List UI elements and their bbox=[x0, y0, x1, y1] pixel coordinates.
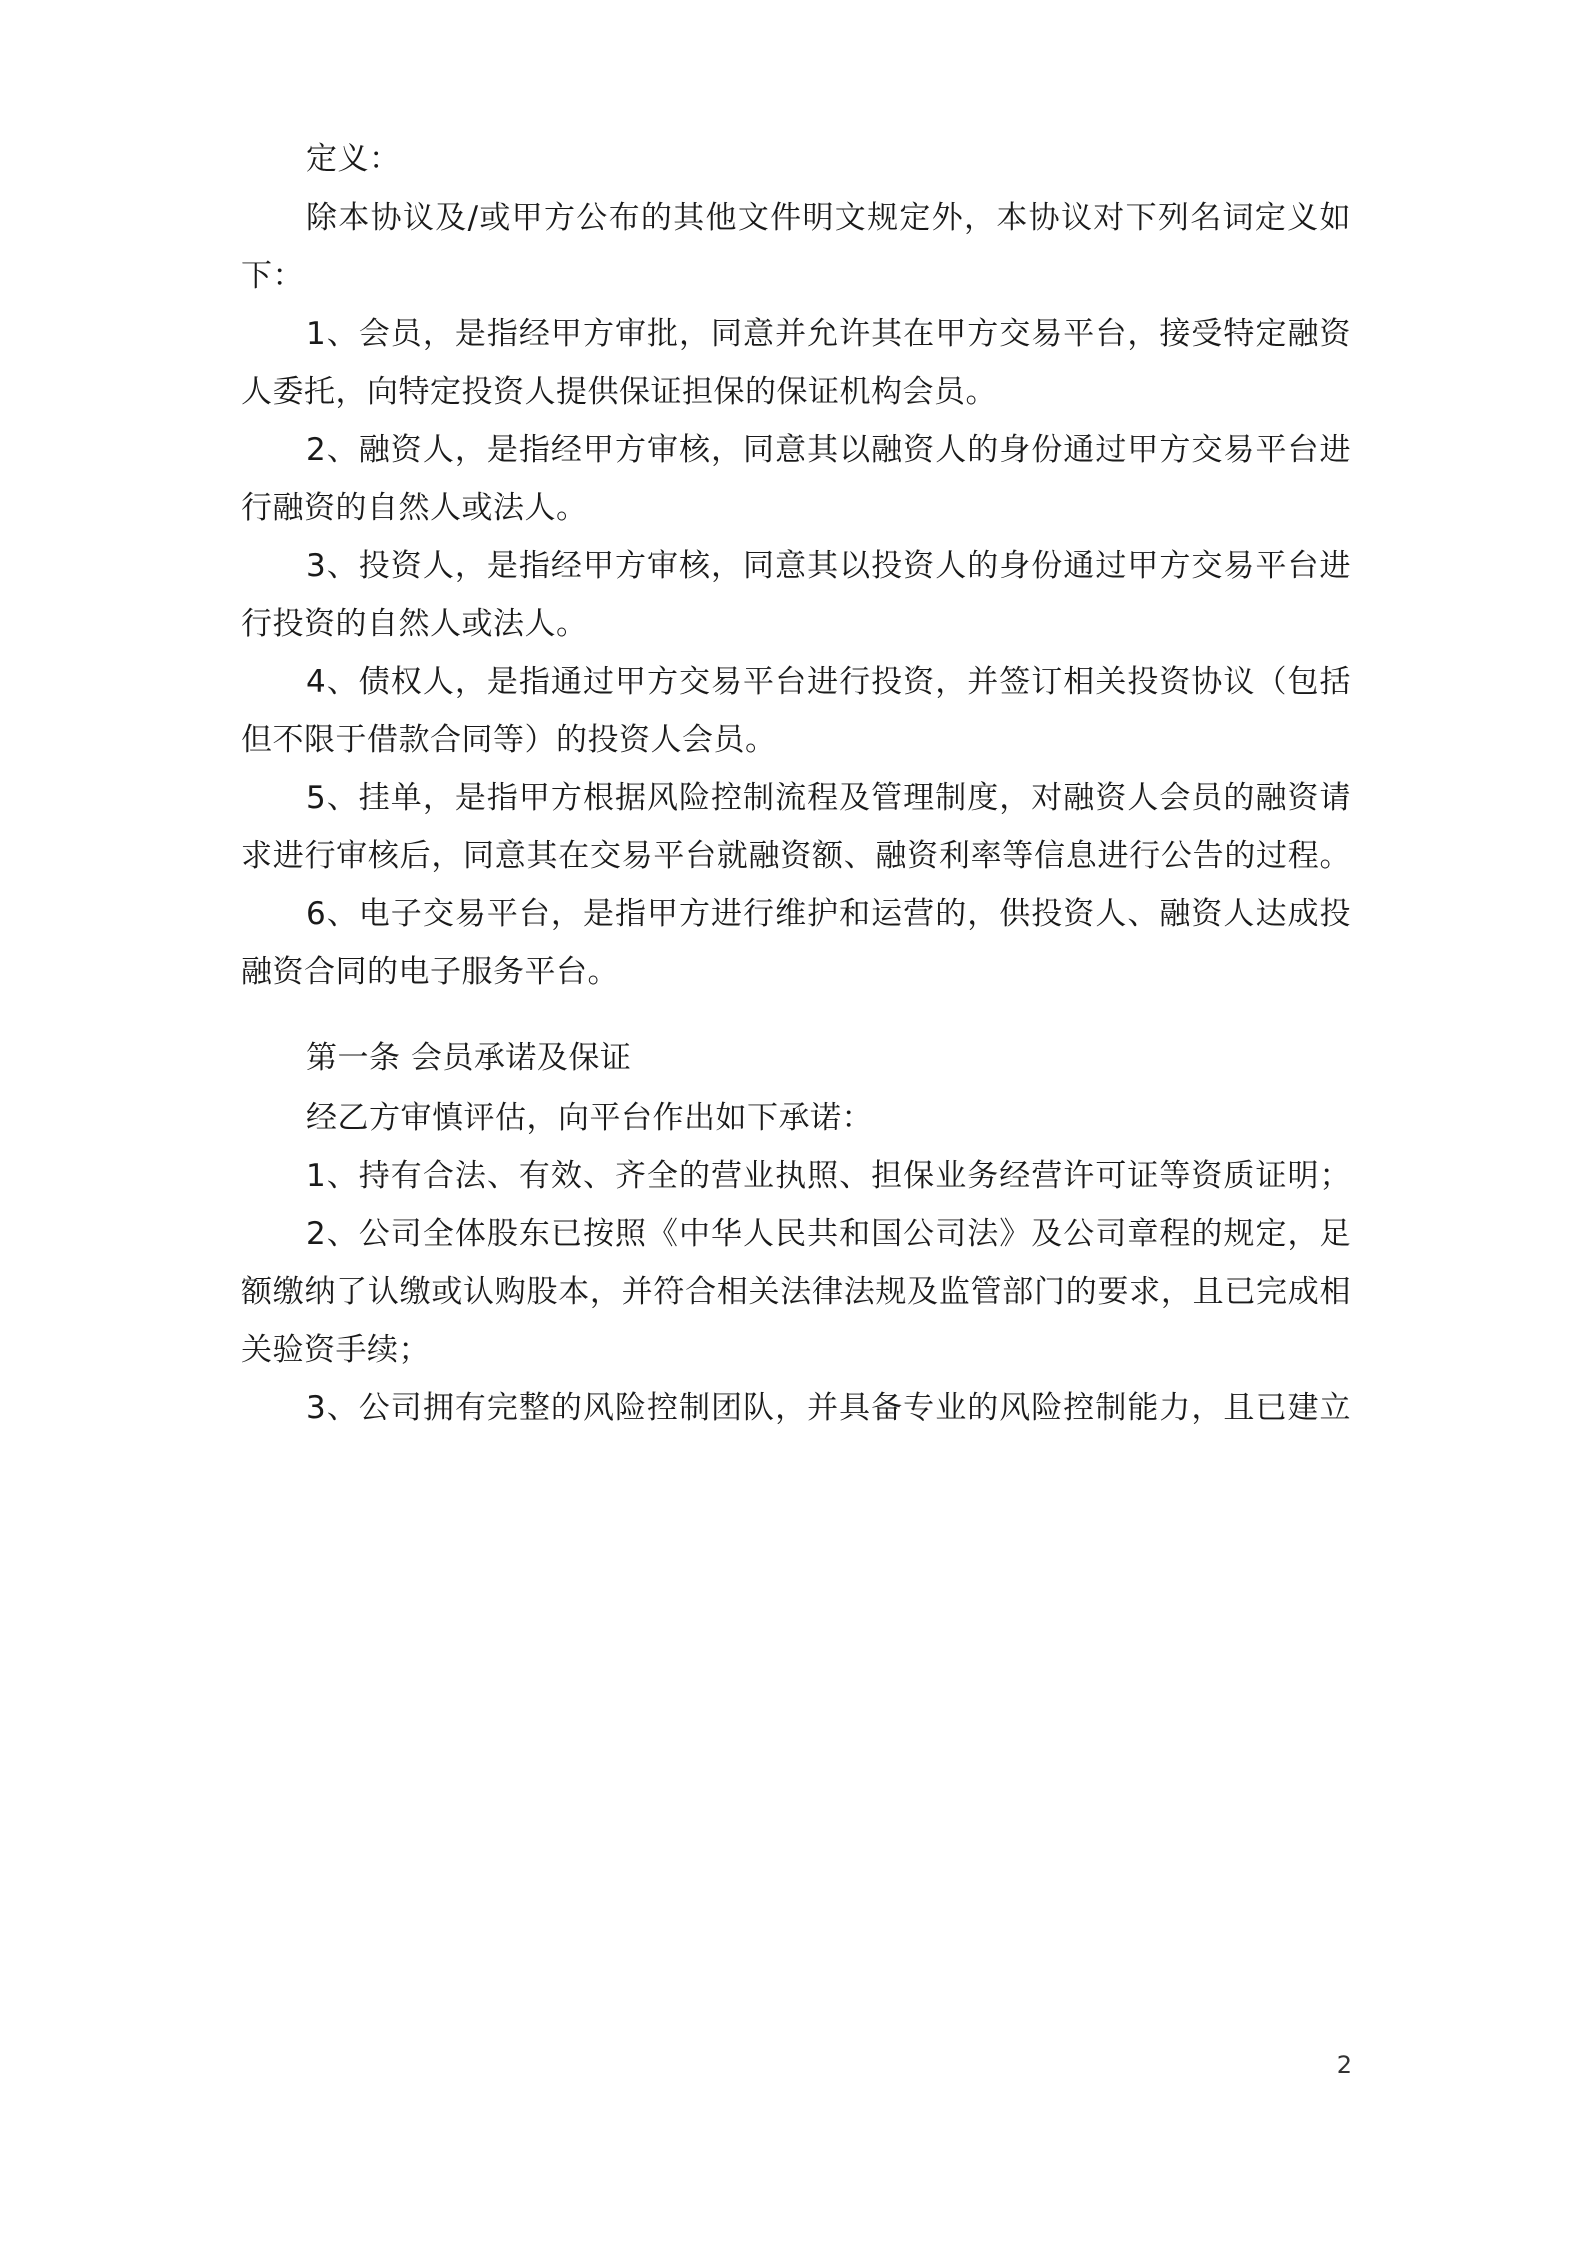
definition-4-line-2: 但不限于借款合同等）的投资人会员。 bbox=[241, 722, 777, 758]
definition-4-line-1: 4、债权人，是指通过甲方交易平台进行投资，并签订相关投资协议（包括 bbox=[306, 664, 1351, 700]
commitment-3-line-1: 3、公司拥有完整的风险控制团队，并具备专业的风险控制能力，且已建立 bbox=[306, 1390, 1351, 1426]
definition-5-line-2: 求进行审核后，同意其在交易平台就融资额、融资利率等信息进行公告的过程。 bbox=[241, 838, 1351, 874]
definitions-intro-line-2: 下： bbox=[241, 258, 304, 294]
article-1-intro: 经乙方审慎评估，向平台作出如下承诺： bbox=[306, 1100, 873, 1136]
definition-6-line-2: 融资合同的电子服务平台。 bbox=[241, 954, 619, 990]
definition-1-line-2: 人委托，向特定投资人提供保证担保的保证机构会员。 bbox=[241, 374, 997, 410]
definition-1-line-1: 1、会员，是指经甲方审批，同意并允许其在甲方交易平台，接受特定融资 bbox=[306, 316, 1351, 352]
definitions-title: 定义： bbox=[306, 141, 401, 177]
definition-5-line-1: 5、挂单，是指甲方根据风险控制流程及管理制度，对融资人会员的融资请 bbox=[306, 780, 1351, 816]
definitions-intro-line-1: 除本协议及/或甲方公布的其他文件明文规定外，本协议对下列名词定义如 bbox=[306, 200, 1351, 236]
article-1-title: 第一条 会员承诺及保证 bbox=[306, 1040, 632, 1076]
definition-6-line-1: 6、电子交易平台，是指甲方进行维护和运营的，供投资人、融资人达成投 bbox=[306, 896, 1351, 932]
definition-2-line-2: 行融资的自然人或法人。 bbox=[241, 490, 588, 526]
definition-3-line-1: 3、投资人，是指经甲方审核，同意其以投资人的身份通过甲方交易平台进 bbox=[306, 548, 1351, 584]
commitment-1-line-1: 1、持有合法、有效、齐全的营业执照、担保业务经营许可证等资质证明； bbox=[306, 1158, 1351, 1194]
page-number: 2 bbox=[1336, 2051, 1352, 2079]
definition-2-line-1: 2、融资人，是指经甲方审核，同意其以融资人的身份通过甲方交易平台进 bbox=[306, 432, 1351, 468]
commitment-2-line-1: 2、公司全体股东已按照《中华人民共和国公司法》及公司章程的规定，足 bbox=[306, 1216, 1351, 1252]
commitment-2-line-3: 关验资手续； bbox=[241, 1332, 430, 1368]
commitment-2-line-2: 额缴纳了认缴或认购股本，并符合相关法律法规及监管部门的要求，且已完成相 bbox=[241, 1274, 1351, 1310]
definition-3-line-2: 行投资的自然人或法人。 bbox=[241, 606, 588, 642]
